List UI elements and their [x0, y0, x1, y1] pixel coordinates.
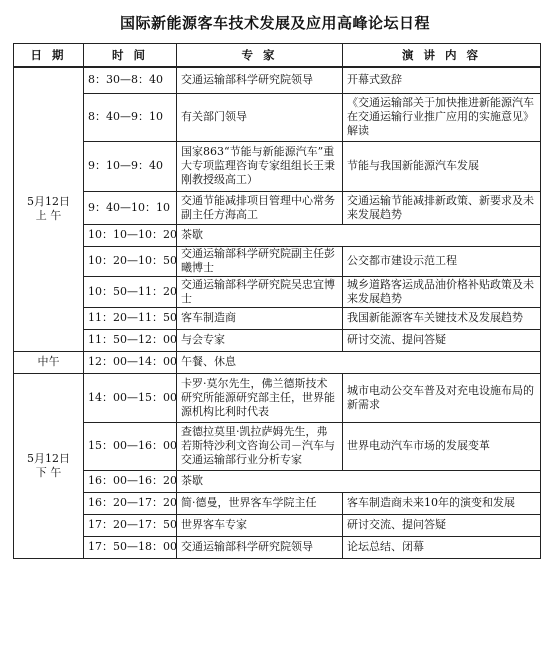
table-row — [14, 373, 541, 422]
speaker-cell: 国家863“节能与新能源汽车”重大专项监理咨询专家组组长王秉刚教授级高工） — [177, 141, 343, 191]
time-cell: 16：00—16：20 — [84, 470, 177, 492]
header-speaker: 专 家 — [177, 44, 343, 68]
topic-cell: 公交都市建设示范工程 — [343, 246, 541, 276]
afternoon-date-cell — [14, 373, 84, 558]
table-row — [14, 470, 541, 492]
speaker-cell: 客车制造商 — [177, 307, 343, 329]
header-date: 日 期 — [14, 44, 84, 68]
speaker-cell: 查德拉莫里·凯拉萨姆先生，弗若斯特沙利文咨询公司－汽车与交通运输部行业分析专家 — [177, 422, 343, 470]
speaker-cell: 与会专家 — [177, 329, 343, 351]
table-row — [14, 329, 541, 351]
time-cell: 8：40—9：10 — [84, 93, 177, 141]
table-row — [14, 224, 541, 246]
afternoon-period: 下 午 — [35, 465, 62, 479]
topic-cell: 我国新能源客车关键技术及发展趋势 — [343, 307, 541, 329]
speaker-cell: 交通运输部科学研究院吴忠宜博士 — [177, 276, 343, 307]
break-cell: 茶歇 — [177, 224, 541, 246]
time-cell: 12：00—14：00 — [84, 351, 177, 373]
time-cell: 10：50—11：20 — [84, 276, 177, 307]
header-row — [14, 44, 541, 68]
speaker-cell: 交通节能减排项目管理中心常务副主任方海高工 — [177, 191, 343, 224]
table-row — [14, 492, 541, 514]
time-cell: 14：00—15：00 — [84, 373, 177, 422]
lunch-cell: 午餐、休息 — [177, 351, 541, 373]
table-row — [14, 351, 541, 373]
topic-cell: 《交通运输部关于加快推进新能源汽车在交通运输行业推广应用的实施意见》解读 — [343, 93, 541, 141]
topic-cell: 城市电动公交车普及对充电设施布局的新需求 — [343, 373, 541, 422]
schedule-table — [13, 43, 541, 559]
time-cell: 17：50—18：00 — [84, 536, 177, 558]
speaker-cell: 简·德曼，世界客车学院主任 — [177, 492, 343, 514]
time-cell: 15：00—16：00 — [84, 422, 177, 470]
topic-cell: 交通运输节能减排新政策、新要求及未来发展趋势 — [343, 191, 541, 224]
table-row — [14, 191, 541, 224]
time-cell: 16：20—17：20 — [84, 492, 177, 514]
header-time: 时 间 — [84, 44, 177, 68]
afternoon-date: 5月12日 — [27, 451, 70, 465]
topic-cell: 节能与我国新能源汽车发展 — [343, 141, 541, 191]
time-cell: 9：40—10：10 — [84, 191, 177, 224]
speaker-cell: 交通运输部科学研究院领导 — [177, 67, 343, 93]
header-topic: 演 讲 内 容 — [343, 44, 541, 68]
break-cell: 茶歇 — [177, 470, 541, 492]
speaker-cell: 有关部门领导 — [177, 93, 343, 141]
time-cell: 10：20—10：50 — [84, 246, 177, 276]
speaker-cell: 交通运输部科学研究院领导 — [177, 536, 343, 558]
time-cell: 11：20—11：50 — [84, 307, 177, 329]
topic-cell: 研讨交流、提问答疑 — [343, 514, 541, 536]
topic-cell: 城乡道路客运成品油价格补贴政策及未来发展趋势 — [343, 276, 541, 307]
topic-cell: 世界电动汽车市场的发展变革 — [343, 422, 541, 470]
morning-date: 5月12日 — [27, 195, 70, 209]
speaker-cell: 卡罗·莫尔先生，佛兰德斯技术研究所能源研究部主任，世界能源机构比利时代表 — [177, 373, 343, 422]
noon-date-cell: 中午 — [14, 351, 84, 373]
table-row — [14, 422, 541, 470]
time-cell: 10：10—10：20 — [84, 224, 177, 246]
table-row — [14, 141, 541, 191]
topic-cell: 客车制造商未来10年的演变和发展 — [343, 492, 541, 514]
table-row — [14, 67, 541, 93]
morning-period: 上 午 — [35, 209, 62, 223]
table-row — [14, 536, 541, 558]
table-row — [14, 276, 541, 307]
table-row — [14, 246, 541, 276]
topic-cell: 论坛总结、闭幕 — [343, 536, 541, 558]
time-cell: 8：30—8：40 — [84, 67, 177, 93]
speaker-cell: 交通运输部科学研究院副主任彭曦博士 — [177, 246, 343, 276]
topic-cell: 开幕式致辞 — [343, 67, 541, 93]
table-row — [14, 93, 541, 141]
time-cell: 17：20—17：50 — [84, 514, 177, 536]
morning-date-cell — [14, 67, 84, 351]
speaker-cell: 世界客车专家 — [177, 514, 343, 536]
topic-cell: 研讨交流、提问答疑 — [343, 329, 541, 351]
table-row — [14, 514, 541, 536]
time-cell: 11：50—12：00 — [84, 329, 177, 351]
page-title: 国际新能源客车技术发展及应用高峰论坛日程 — [119, 14, 430, 32]
time-cell: 9：10—9：40 — [84, 141, 177, 191]
table-row — [14, 307, 541, 329]
